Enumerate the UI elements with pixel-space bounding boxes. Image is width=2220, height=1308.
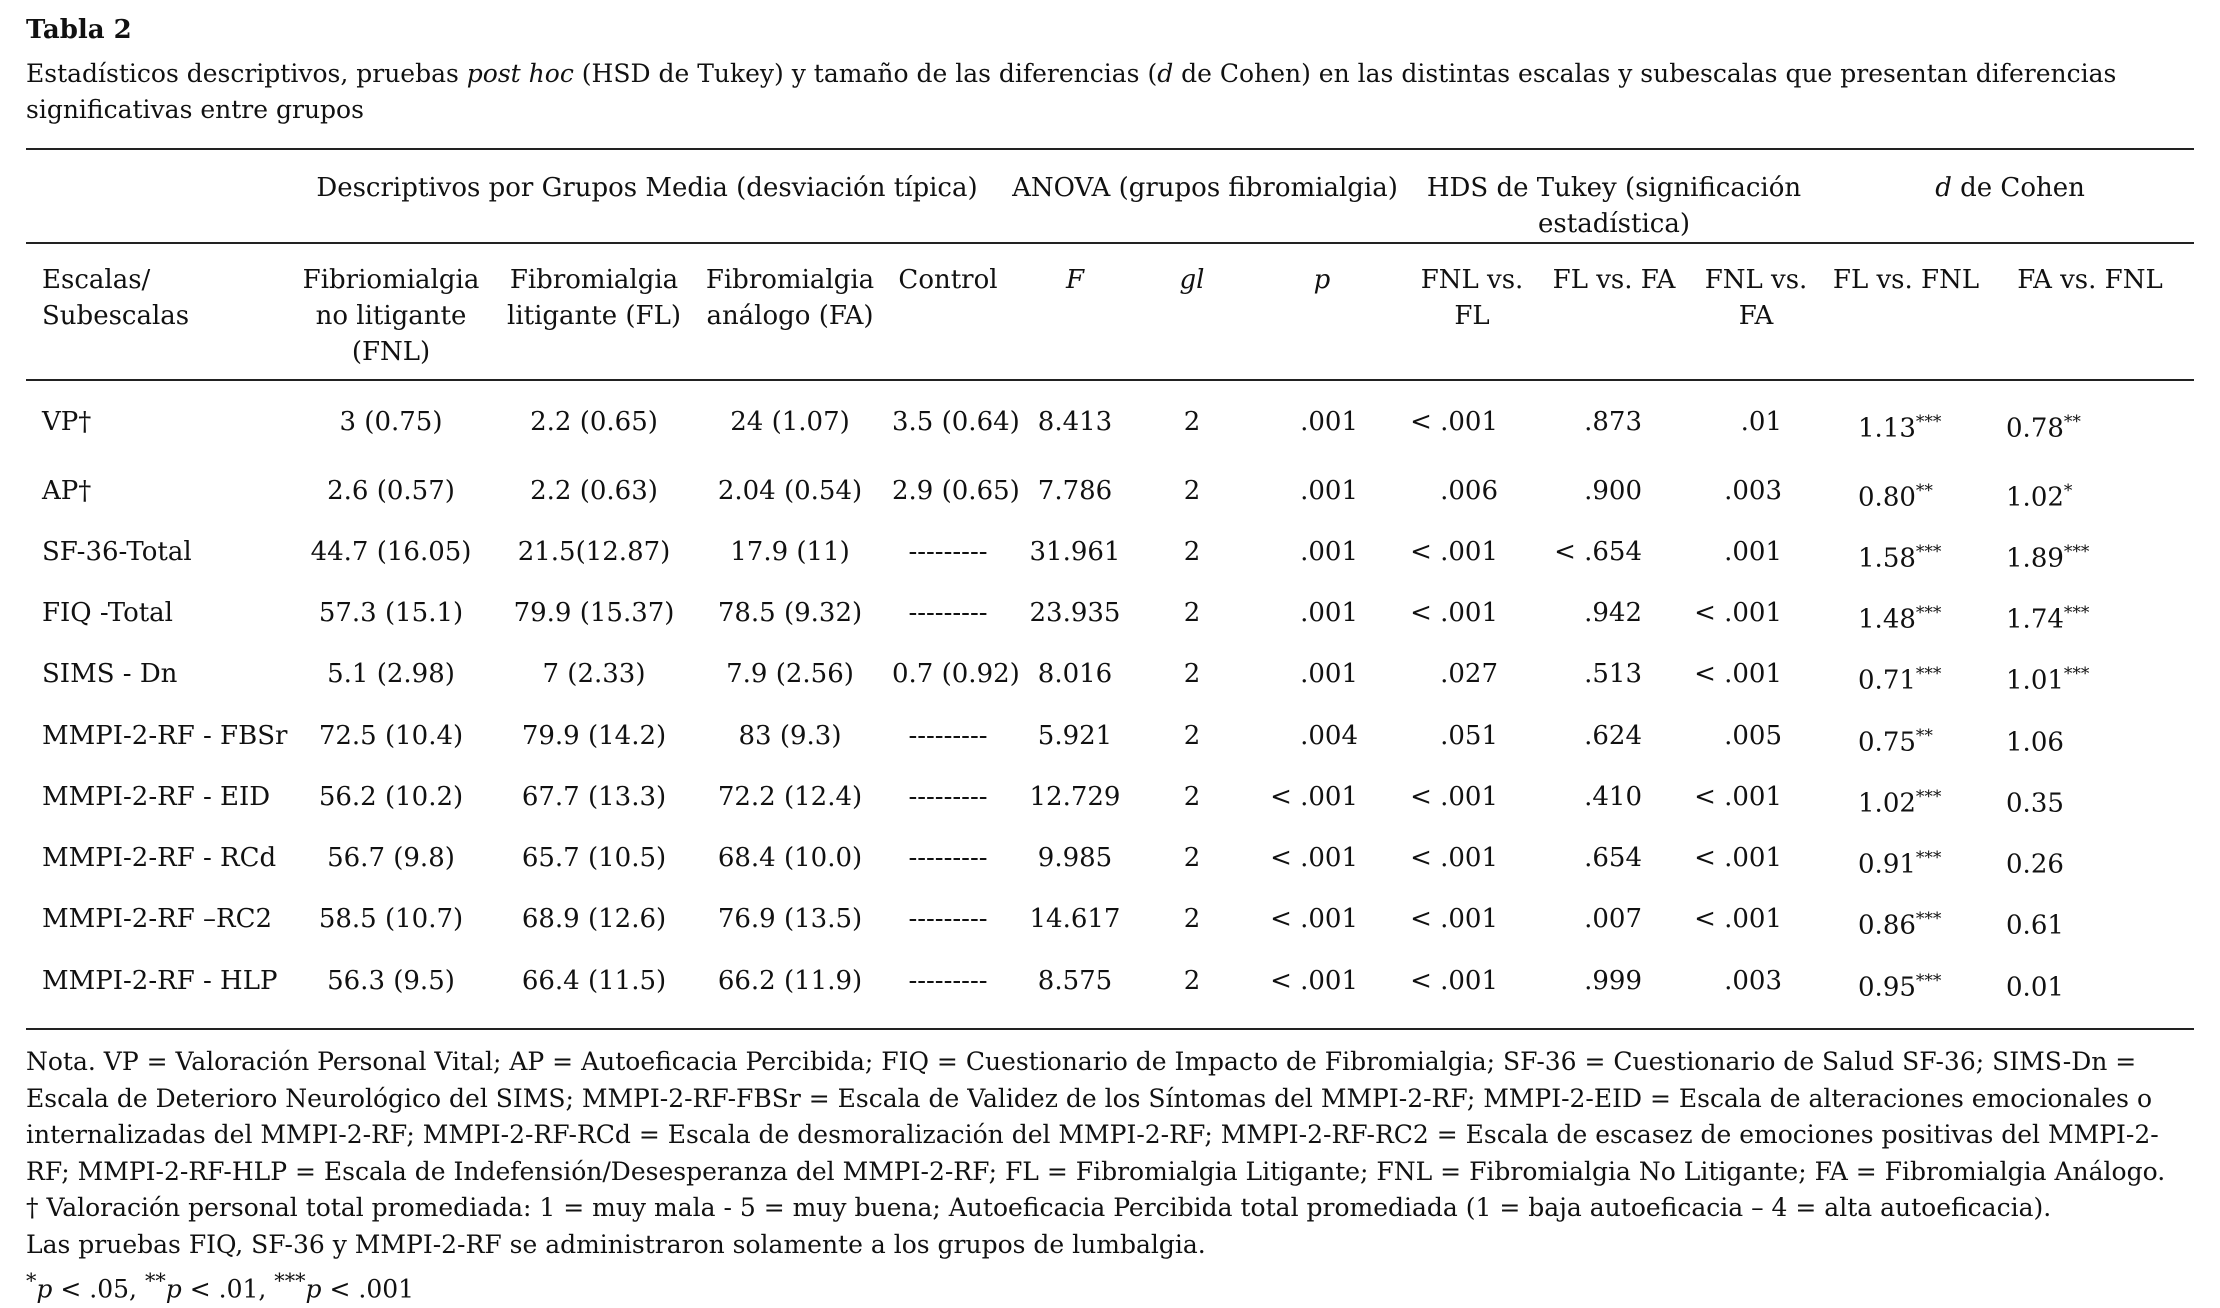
sig-text: < .05, bbox=[52, 1274, 145, 1304]
header-tukey: HDS de Tukey (significación estadística) bbox=[1426, 173, 1802, 239]
cell-fl-vs-fa: .873 bbox=[1584, 407, 1643, 437]
cell-gl: 2 bbox=[1183, 720, 1201, 751]
table-body bbox=[26, 380, 2194, 1029]
effect-size-value: 1.74 bbox=[2006, 604, 2064, 635]
effect-size-value: 0.86 bbox=[1858, 911, 1916, 941]
col-d-fa-vs-fnl: FA vs. FNL bbox=[2017, 265, 2163, 295]
cell-d-fl-vs-fnl bbox=[1826, 464, 1986, 525]
significance-stars: *** bbox=[1915, 848, 1942, 869]
note-significance bbox=[26, 1263, 2196, 1308]
cell-f: 31.961 bbox=[1029, 536, 1121, 567]
table-row bbox=[26, 586, 2194, 647]
sig-stars: ** bbox=[144, 1269, 166, 1294]
col-p: p bbox=[1313, 265, 1331, 295]
cell-scale: MMPI-2-RF - HLP bbox=[42, 965, 278, 996]
cell-fa: 66.2 (11.9) bbox=[717, 965, 863, 996]
cell-p: < .001 bbox=[1270, 781, 1359, 812]
cell-fa: 68.4 (10.0) bbox=[717, 843, 863, 874]
cell-fnl: 2.6 (0.57) bbox=[327, 475, 455, 506]
cell-fa: 83 (9.3) bbox=[738, 720, 842, 751]
cell-fl-vs-fa: .624 bbox=[1584, 720, 1643, 751]
cell-p: .004 bbox=[1300, 720, 1359, 751]
sig-p: p bbox=[36, 1274, 53, 1304]
cell-scale: SIMS - Dn bbox=[42, 659, 178, 690]
cell-fnl: 56.7 (9.8) bbox=[327, 843, 455, 874]
cell-d-fl-vs-fnl bbox=[1826, 647, 1986, 708]
table-row bbox=[26, 709, 2194, 770]
significance-stars: *** bbox=[2063, 664, 2090, 685]
cell-fl-vs-fa: .942 bbox=[1584, 598, 1643, 629]
cell-gl: 2 bbox=[1183, 965, 1201, 996]
cell-fnl-vs-fa: < .001 bbox=[1694, 659, 1783, 690]
cell-scale: MMPI-2-RF - RCd bbox=[42, 843, 277, 874]
cell-fa: 72.2 (12.4) bbox=[717, 781, 863, 812]
cell-fl-vs-fa: .410 bbox=[1584, 781, 1643, 812]
cell-d-fa-vs-fnl bbox=[1986, 586, 2194, 647]
cell-fl: 79.9 (14.2) bbox=[521, 720, 667, 751]
effect-size-value: 0.26 bbox=[2006, 849, 2064, 880]
header-cohen bbox=[1826, 149, 2194, 243]
cell-scale: AP† bbox=[42, 475, 92, 506]
cell-d-fa-vs-fnl bbox=[1986, 954, 2194, 1030]
significance-stars: * bbox=[2063, 480, 2073, 501]
cell-fl: 68.9 (12.6) bbox=[521, 904, 667, 935]
empty-header-cell bbox=[26, 149, 286, 243]
col-d-fl-vs-fnl: FL vs. FNL bbox=[1832, 265, 1980, 295]
cell-f: 8.575 bbox=[1037, 965, 1113, 996]
cell-fnl-vs-fa: < .001 bbox=[1694, 843, 1783, 874]
cell-fnl: 56.3 (9.5) bbox=[327, 965, 455, 996]
cell-p: < .001 bbox=[1270, 843, 1359, 874]
cell-d-fl-vs-fnl bbox=[1826, 380, 1986, 464]
cell-d-fa-vs-fnl bbox=[1986, 831, 2194, 892]
cell-fnl: 58.5 (10.7) bbox=[318, 904, 464, 935]
effect-size-value: 1.06 bbox=[2006, 727, 2064, 758]
cell-fnl-vs-fl: .051 bbox=[1440, 720, 1499, 751]
cell-fl: 79.9 (15.37) bbox=[513, 598, 675, 629]
significance-stars: ** bbox=[2063, 412, 2081, 432]
cell-gl: 2 bbox=[1183, 475, 1201, 506]
significance-stars: *** bbox=[1915, 970, 1942, 991]
effect-size-value: 0.71 bbox=[1858, 666, 1916, 696]
cell-fl: 65.7 (10.5) bbox=[521, 843, 667, 874]
significance-stars: *** bbox=[1915, 909, 1942, 930]
effect-size-value: 1.89 bbox=[2006, 543, 2064, 574]
table-row bbox=[26, 831, 2194, 892]
significance-stars: *** bbox=[1915, 786, 1942, 807]
sig-text: < .01, bbox=[181, 1274, 275, 1304]
cell-fnl: 5.1 (2.98) bbox=[327, 659, 455, 690]
cell-fa: 78.5 (9.32) bbox=[717, 598, 863, 629]
sig-p: p bbox=[305, 1274, 322, 1304]
cell-p: .001 bbox=[1300, 536, 1359, 567]
cell-fl-vs-fa: .513 bbox=[1584, 659, 1643, 690]
cell-p: .001 bbox=[1300, 407, 1359, 437]
cell-scale: MMPI-2-RF –RC2 bbox=[42, 904, 273, 935]
cell-control: --------- bbox=[908, 720, 988, 751]
cell-fnl: 56.2 (10.2) bbox=[318, 781, 464, 812]
significance-stars: *** bbox=[1915, 664, 1942, 685]
cell-fl: 66.4 (11.5) bbox=[521, 965, 667, 996]
effect-size-value: 0.35 bbox=[2006, 788, 2064, 819]
effect-size-value: 0.61 bbox=[2006, 911, 2064, 941]
cell-d-fl-vs-fnl bbox=[1826, 831, 1986, 892]
cell-fnl-vs-fl: < .001 bbox=[1410, 536, 1499, 567]
cell-d-fa-vs-fnl bbox=[1986, 709, 2194, 770]
cell-fnl-vs-fl: < .001 bbox=[1410, 781, 1499, 812]
sig-p: p bbox=[165, 1274, 182, 1304]
cell-fnl: 44.7 (16.05) bbox=[310, 536, 472, 567]
cell-gl: 2 bbox=[1183, 407, 1201, 437]
col-fa: Fibromialgia análogo (FA) bbox=[705, 265, 875, 331]
cell-gl: 2 bbox=[1183, 598, 1201, 629]
caption-text: Estadísticos descriptivos, pruebas bbox=[26, 59, 467, 88]
cell-fnl-vs-fl: < .001 bbox=[1410, 843, 1499, 874]
cell-fl: 67.7 (13.3) bbox=[521, 781, 667, 812]
cell-scale: MMPI-2-RF - EID bbox=[42, 781, 271, 812]
cell-fnl-vs-fa: .003 bbox=[1724, 475, 1783, 506]
effect-size-value: 0.75 bbox=[1858, 727, 1916, 758]
cell-control: 0.7 (0.92) bbox=[892, 659, 1020, 690]
significance-stars: ** bbox=[1915, 725, 1933, 746]
effect-size-value: 0.91 bbox=[1858, 849, 1916, 880]
cell-fl-vs-fa: .007 bbox=[1584, 904, 1643, 935]
table-row bbox=[26, 954, 2194, 1030]
cell-control: --------- bbox=[908, 904, 988, 935]
effect-size-value: 1.02 bbox=[1858, 788, 1916, 819]
cell-f: 23.935 bbox=[1029, 598, 1121, 629]
cell-d-fl-vs-fnl bbox=[1826, 709, 1986, 770]
cell-fnl-vs-fa: .005 bbox=[1724, 720, 1783, 751]
col-escalas: Escalas/ Subescalas bbox=[42, 265, 190, 331]
table-row bbox=[26, 464, 2194, 525]
cell-control: --------- bbox=[908, 781, 988, 812]
cell-control: --------- bbox=[908, 843, 988, 874]
col-fl: Fibromialgia litigante (FL) bbox=[507, 265, 681, 331]
sig-text: < .001 bbox=[321, 1274, 415, 1304]
cell-gl: 2 bbox=[1183, 659, 1201, 690]
table-notes bbox=[26, 1044, 2196, 1308]
cell-f: 14.617 bbox=[1029, 904, 1121, 935]
group-header-row bbox=[26, 149, 2194, 243]
cell-fl-vs-fa: < .654 bbox=[1554, 536, 1643, 567]
cell-fnl: 72.5 (10.4) bbox=[318, 720, 464, 751]
cell-fnl-vs-fa: .003 bbox=[1724, 965, 1783, 996]
col-fnl-vs-fa: FNL vs. FA bbox=[1704, 265, 1808, 331]
col-fnl-vs-fl: FNL vs. FL bbox=[1420, 265, 1524, 331]
table-row bbox=[26, 770, 2194, 831]
caption-text: de Cohen) en las distintas escalas y subescalas que presentan diferencias significativas entre grupos bbox=[26, 59, 2117, 124]
table-title: Tabla 2 bbox=[26, 15, 132, 45]
table-row bbox=[26, 525, 2194, 586]
cell-d-fl-vs-fnl bbox=[1826, 525, 1986, 586]
column-header-row bbox=[26, 243, 2194, 380]
cell-d-fl-vs-fnl bbox=[1826, 586, 1986, 647]
caption-italic: post hoc bbox=[466, 59, 574, 88]
significance-stars: *** bbox=[1915, 603, 1942, 624]
cell-d-fa-vs-fnl bbox=[1986, 647, 2194, 708]
cell-fl: 21.5(12.87) bbox=[517, 536, 671, 567]
significance-stars: *** bbox=[2063, 541, 2090, 562]
effect-size-value: 0.01 bbox=[2006, 972, 2064, 1003]
cell-d-fa-vs-fnl bbox=[1986, 892, 2194, 953]
cohen-label: de Cohen bbox=[1951, 173, 2085, 203]
significance-stars: *** bbox=[2063, 603, 2090, 624]
cell-f: 5.921 bbox=[1037, 720, 1113, 751]
table-caption bbox=[26, 56, 2186, 128]
sig-stars: * bbox=[26, 1269, 37, 1294]
cell-fa: 7.9 (2.56) bbox=[726, 659, 854, 690]
effect-size-value: 0.80 bbox=[1858, 482, 1916, 513]
cell-fl-vs-fa: .900 bbox=[1584, 475, 1643, 506]
effect-size-value: 1.13 bbox=[1858, 413, 1916, 444]
cell-fl-vs-fa: .654 bbox=[1584, 843, 1643, 874]
col-gl: gl bbox=[1179, 265, 1205, 295]
table-row bbox=[26, 892, 2194, 953]
effect-size-value: 1.02 bbox=[2006, 482, 2064, 513]
cell-p: .001 bbox=[1300, 659, 1359, 690]
note-pruebas: Las pruebas FIQ, SF-36 y MMPI-2-RF se administraron solamente a los grupos de lumbalgia. bbox=[26, 1229, 1206, 1259]
cell-d-fa-vs-fnl bbox=[1986, 464, 2194, 525]
note-dagger: † Valoración personal total promediada: 1 = muy mala - 5 = muy buena; Autoeficacia Percibida total promediada (1 = baja autoeficacia – 4 = alta autoeficacia). bbox=[26, 1193, 2052, 1223]
cell-fl: 2.2 (0.63) bbox=[530, 475, 658, 506]
header-anova: ANOVA (grupos fibromialgia) bbox=[1012, 173, 1398, 203]
significance-stars: *** bbox=[1915, 412, 1942, 432]
cell-fa: 24 (1.07) bbox=[730, 407, 850, 437]
cell-fl-vs-fa: .999 bbox=[1584, 965, 1643, 996]
cell-scale: SF-36-Total bbox=[42, 536, 192, 567]
cell-d-fa-vs-fnl bbox=[1986, 770, 2194, 831]
results-table bbox=[26, 148, 2194, 1030]
cell-fnl-vs-fl: < .001 bbox=[1410, 904, 1499, 935]
cell-gl: 2 bbox=[1183, 904, 1201, 935]
col-fnl: Fibriomialgia no litigante (FNL) bbox=[302, 265, 480, 367]
cell-scale: MMPI-2-RF - FBSr bbox=[42, 720, 288, 751]
cell-f: 7.786 bbox=[1037, 475, 1113, 506]
note-abbreviations: Nota. VP = Valoración Personal Vital; AP = Autoeficacia Percibida; FIQ = Cuestionario de Impacto de Fibromialgia; SF-36 = Cuestionario de Salud SF-36; SIMS-Dn = Escala de Deterioro Neurológico del SIMS; MMPI-2-RF-FBSr = Escala de Validez de los Síntomas del MMPI-2-RF; MMPI-2-EID = Escala de alteraciones emocionales o internalizadas del MMPI-2-RF; MMPI-2-RF-RCd = Escala de desmoralización del MMPI-2-RF; MMPI-2-RF-RC2 = Escala de escasez de emociones positivas del MMPI-2-RF; MMPI-2-RF-HLP = Escala de Indefensión/Desesperanza del MMPI-2-RF; FL = Fibromialgia Litigante; FNL = Fibromialgia No Litigante; FA = Fibromialgia Análogo. bbox=[26, 1047, 2166, 1186]
cell-fnl-vs-fl: < .001 bbox=[1410, 407, 1499, 437]
cell-p: .001 bbox=[1300, 475, 1359, 506]
col-f: F bbox=[1065, 265, 1085, 295]
cell-control: --------- bbox=[908, 536, 988, 567]
cell-control: --------- bbox=[908, 598, 988, 629]
cell-fnl-vs-fa: < .001 bbox=[1694, 781, 1783, 812]
col-fl-vs-fa: FL vs. FA bbox=[1552, 265, 1676, 295]
cell-scale: FIQ -Total bbox=[42, 598, 173, 629]
cell-fnl-vs-fa: .001 bbox=[1724, 536, 1783, 567]
cell-fnl-vs-fl: .027 bbox=[1440, 659, 1499, 690]
cell-d-fl-vs-fnl bbox=[1826, 892, 1986, 953]
table-row bbox=[26, 647, 2194, 708]
cell-fnl-vs-fl: < .001 bbox=[1410, 598, 1499, 629]
effect-size-value: 1.01 bbox=[2006, 666, 2064, 696]
cell-fl: 7 (2.33) bbox=[542, 659, 646, 690]
cell-control: 3.5 (0.64) bbox=[892, 407, 1020, 437]
cell-fnl: 57.3 (15.1) bbox=[318, 598, 464, 629]
cell-fa: 2.04 (0.54) bbox=[717, 475, 863, 506]
sig-stars: *** bbox=[274, 1269, 306, 1294]
caption-text: (HSD de Tukey) y tamaño de las diferencias ( bbox=[573, 59, 1158, 88]
cell-d-fa-vs-fnl bbox=[1986, 380, 2194, 464]
cell-control: --------- bbox=[908, 965, 988, 996]
cell-gl: 2 bbox=[1183, 781, 1201, 812]
cell-fa: 76.9 (13.5) bbox=[717, 904, 863, 935]
cell-p: .001 bbox=[1300, 598, 1359, 629]
effect-size-value: 0.78 bbox=[2006, 413, 2064, 444]
cell-gl: 2 bbox=[1183, 843, 1201, 874]
cell-fnl-vs-fl: .006 bbox=[1440, 475, 1499, 506]
effect-size-value: 0.95 bbox=[1858, 972, 1916, 1003]
cell-p: < .001 bbox=[1270, 904, 1359, 935]
cell-fnl-vs-fa: < .001 bbox=[1694, 904, 1783, 935]
cell-d-fl-vs-fnl bbox=[1826, 954, 1986, 1030]
cell-fnl-vs-fl: < .001 bbox=[1410, 965, 1499, 996]
cell-d-fa-vs-fnl bbox=[1986, 525, 2194, 586]
effect-size-value: 1.48 bbox=[1858, 604, 1916, 635]
header-descriptivos: Descriptivos por Grupos Media (desviación típica) bbox=[316, 173, 978, 203]
significance-stars: *** bbox=[1915, 541, 1942, 562]
effect-size-value: 1.58 bbox=[1858, 543, 1916, 574]
cell-fl: 2.2 (0.65) bbox=[530, 407, 658, 437]
cell-scale: VP† bbox=[42, 407, 92, 437]
caption-italic: d bbox=[1157, 59, 1174, 88]
cell-d-fl-vs-fnl bbox=[1826, 770, 1986, 831]
cell-p: < .001 bbox=[1270, 965, 1359, 996]
cell-f: 8.413 bbox=[1037, 407, 1113, 437]
cohen-d: d bbox=[1935, 173, 1952, 203]
col-control: Control bbox=[898, 265, 998, 295]
table-row bbox=[26, 380, 2194, 464]
cell-f: 8.016 bbox=[1037, 659, 1113, 690]
cell-fa: 17.9 (11) bbox=[730, 536, 850, 567]
cell-fnl-vs-fa: < .001 bbox=[1694, 598, 1783, 629]
cell-fnl-vs-fa: .01 bbox=[1740, 407, 1783, 437]
cell-control: 2.9 (0.65) bbox=[892, 475, 1020, 506]
cell-gl: 2 bbox=[1183, 536, 1201, 567]
significance-stars: ** bbox=[1915, 480, 1933, 501]
cell-fnl: 3 (0.75) bbox=[339, 407, 443, 437]
cell-f: 12.729 bbox=[1029, 781, 1121, 812]
cell-f: 9.985 bbox=[1037, 843, 1113, 874]
